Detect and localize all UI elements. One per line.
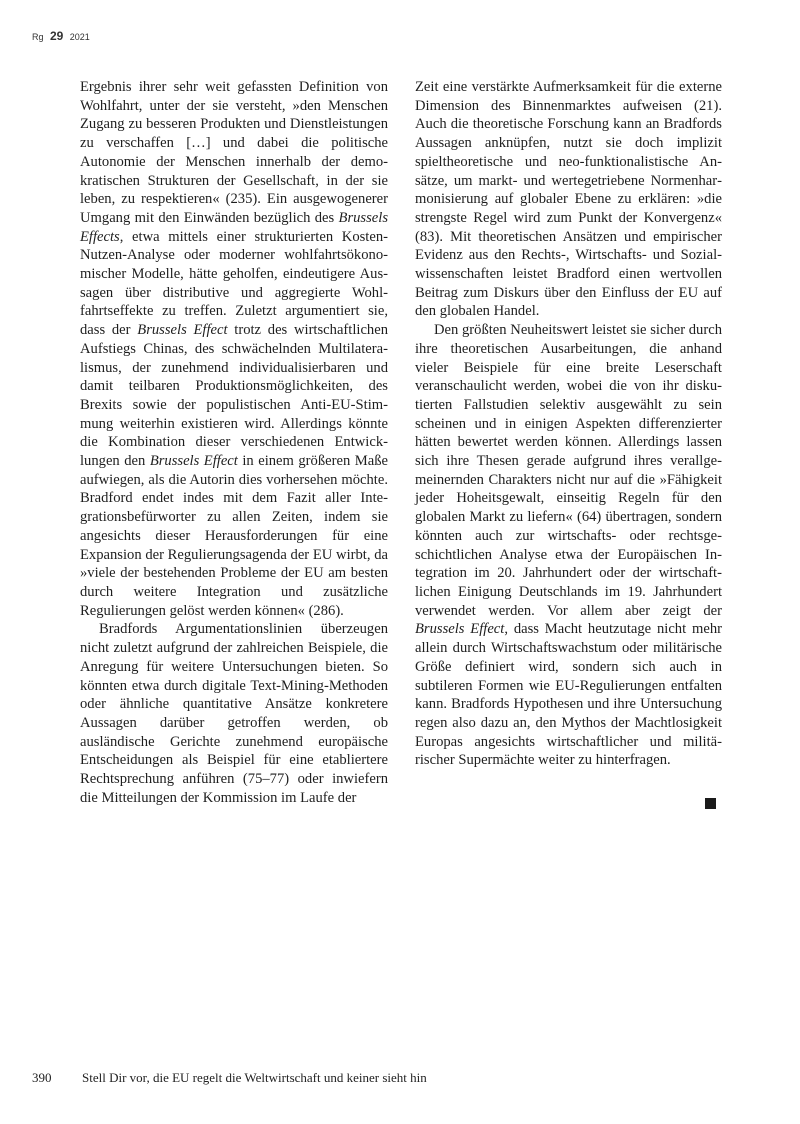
paragraph [415,78,722,321]
paragraph-text: , dass Macht heutzutage nicht mehr allein durch Wirtschaftswachstum oder militärische Größe definiert wird, sondern sich auch in subtileren Formen wie EU-Regulierungen entfalten kann. Bradfords Hypothesen und ihre Untersuchung regen also dazu an, den Mythos der Machtlosigkeit Europas angesichts wirtschaftlicher und militärischer Supermächte weiter zu hinterfragen. [415,621,722,769]
paragraph [80,78,388,620]
paragraph-text: Den größten Neuheitswert leistet sie sicher durch ihre theoretischen Ausarbeitungen, die anhand vieler Beispiele für eine breite Leserschaft veranschaulicht werden, wobei die von ihr diskutierten Fallstudien selektiv ausgewählt zu sein scheinen und in einigen Aspekten differenzierter hätten bewertet werden können. Allerdings lassen sich ihre Thesen gerade aufgrund ihres verallgemeinernden Charakters nicht nur auf die »Fähigkeit jeder Hoheitsgewalt, einseitig Regeln für den globalen Markt zu liefern« (64) übertragen, sondern könnten auch zur wirtschafts- oder rechtsgeschichtlichen Analyse etwa der Europäischen Integration im 20. Jahrhundert oder der wirtschaftlichen Einigung Deutschlands im 19. Jahrhundert verwendet werden. Vor allem aber zeigt der [415,322,722,619]
italic-title-text: Brussels Effects [80,209,388,245]
journal-abbreviation: Rg [32,32,44,42]
right-text-column [415,78,722,770]
italic-title-text: Brussels Effect [415,621,505,638]
paragraph-text: Zeit eine verstärkte Aufmerksamkeit für die externe Dimension des Binnenmarktes aufweisen (21). Auch die theoretische Forschung kann an Bradfords Aussagen anknüpfen, nutzt sie doch implizit spieltheoretische und neo-funktionalistische Ansätze, um markt- und wertegetriebene Normenharmonisierung auf globaler Ebene zu erklären: »die strengste Regel wird zum Punkt der Konvergenz« (83). Mit theoretischen Ansätzen und empirischer Evidenz aus den Rechts-, Wirtschafts- und Sozialwissenschaften leistet Bradford einen wertvollen Beitrag zum Diskurs über den Einfluss der EU auf den globalen Handel. [415,79,722,320]
running-title: Stell Dir vor, die EU regelt die Weltwirtschaft und keiner sieht hin [82,1070,427,1085]
issue-number: 29 [49,29,64,43]
paragraph-text: Ergebnis ihrer sehr weit gefassten Definition von Wohlfahrt, unter der sie versteht, »den Menschen Zugang zu besseren Produkten und Dienstleistungen zu verschaffen […] und dabei die politische Autonomie der Menschen innerhalb der demokratischen Strukturen der Gesellschaft, in der sie leben, zu respektieren« (235). Ein ausgewogenerer Umgang mit den Einwänden bezüglich des [80,79,388,226]
paragraph [415,321,722,770]
left-text-column [80,78,388,807]
issue-year: 2021 [69,32,90,42]
paragraph-text: Bradfords Argumentationslinien überzeugen nicht zuletzt aufgrund der zahlreichen Beispiele, die Anregung für weitere Untersuchungen bieten. So könnten etwa durch digitale Text-Mining-Methoden oder ähnliche quantitative Ansätze konkretere Aussagen darüber getroffen werden, ob ausländische Gerichte zunehmend europäische Entscheidungen als Beispiel für eine etabliertere Rechtsprechung anführen (75–77) oder inwiefern die Mitteilungen der Kommission im Laufe der [80,621,388,806]
paragraph [80,620,388,807]
paragraph-text: trotz des wirtschaftlichen Aufstiegs Chinas, des schwächelnden Multilateralismus, der zunehmend individualisierbaren und damit teilbaren Produktionsmöglichkeiten, des Brexits sowie der populistischen Anti-EU-Stimmung weiterhin existieren wird. Allerdings könnte die Kombination dieser verschiedenen Entwicklungen den [80,322,388,470]
article-end-mark [705,798,716,809]
paragraph-text: in einem größeren Maße aufwiegen, als die Autorin dies vorhersehen möchte. Bradford endet indes mit dem Fazit aller Integrationsbefürworter zu allen Zeiten, indem sie angesichts dieser Herausforderungen für eine Expansion der Regulierungsagenda der EU wirbt, da »viele der bestehenden Probleme der EU am besten durch weitere Integration und zusätzliche Regulierungen gelöst werden können« (286). [80,453,388,619]
paragraph-text: , etwa mittels einer strukturierten Kosten-Nutzen-Analyse oder moderner wohlfahrtsökonomischer Modelle, hätte geholfen, eindeutigere Aussagen über distributive und aggregierte Wohlfahrtseffekte zu treffen. Zuletzt argumentiert sie, dass der [80,228,388,339]
page-number: 390 [32,1070,52,1085]
running-header [32,27,90,45]
italic-title-text: Brussels Effect [149,453,238,470]
italic-title-text: Brussels Effect [137,322,228,339]
